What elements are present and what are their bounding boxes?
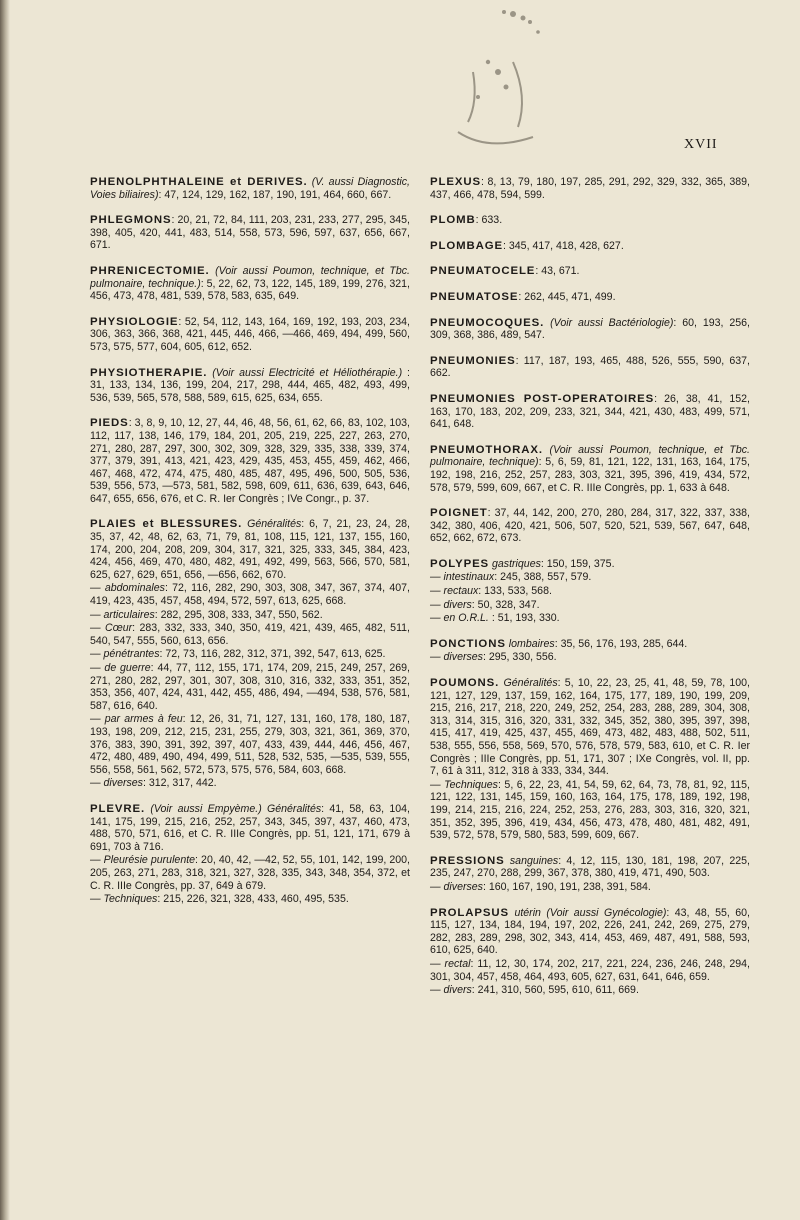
entry-page-refs: : 43, 671. <box>535 265 580 278</box>
entry-headword: PLAIES <box>90 518 137 531</box>
index-subentry <box>90 777 410 790</box>
entry-page-refs: : 20, 40, 42, —42, 52, 55, 101, 142, 199, 200, 205, 263, 271, 283, 318, 321, 327, 328, 335, 343, 348, 354, 372, et C. R. IIIe Congrès, pp. 37, 649 à 679. <box>90 854 410 892</box>
entry-note: — par armes à feu <box>90 713 183 726</box>
index-column-right <box>430 176 750 1010</box>
entry-note: — intestinaux <box>430 571 495 584</box>
entry-page-refs: : 12, 26, 31, 71, 127, 131, 160, 178, 180, 187, 193, 198, 209, 212, 215, 231, 255, 279, 303, 321, 361, 369, 370, 376, 383, 390, 391, 392, 397, 407, 433, 439, 444, 446, 456, 467, 472, 480, 489, 490, 494, 499, 511, 528, 532, 535, —535, 539, 555, 556, 558, 561, 562, 572, 573, 575, 576, 584, 603, 668. <box>90 713 410 776</box>
entry-note: — Pleurésie purulente <box>90 854 196 867</box>
entry-note: — diverses <box>430 651 483 664</box>
entry-page-refs: : 241, 310, 560, 595, 610, 611, 669. <box>471 984 639 997</box>
index-entry <box>430 214 750 227</box>
entry-page-refs: : 8, 13, 79, 180, 197, 285, 291, 292, 329, 332, 365, 389, 437, 466, 478, 594, 599. <box>430 176 750 201</box>
entry-headword: POLYPES <box>430 557 490 570</box>
entry-note: (Voir aussi Empyème.) Généralités <box>145 802 322 815</box>
entry-note: — Techniques <box>430 778 498 791</box>
index-subentry <box>430 779 750 842</box>
index-entry <box>90 176 410 201</box>
entry-page-refs: : 20, 21, 72, 84, 111, 203, 231, 233, 277, 295, 345, 398, 405, 420, 441, 483, 514, 558, 573, 596, 597, 637, 656, 667, 671. <box>90 214 410 252</box>
entry-page-refs: : 245, 388, 557, 579. <box>494 571 592 584</box>
index-subentry <box>90 713 410 776</box>
entry-headword: PHLEGMONS <box>90 214 172 227</box>
index-subentry <box>90 622 410 647</box>
index-entry <box>430 317 750 342</box>
entry-headword: PNEUMATOSE <box>430 290 519 303</box>
index-subentry <box>90 609 410 622</box>
index-entry <box>430 240 750 253</box>
entry-note: Généralités <box>242 518 302 531</box>
page-number: XVII <box>684 137 718 152</box>
index-subentry <box>430 612 750 625</box>
index-entry <box>430 355 750 380</box>
entry-page-refs: : 262, 445, 471, 499. <box>518 290 616 303</box>
entry-note: — articulaires <box>90 608 155 621</box>
entry-headword: PNEUMATOCELE <box>430 265 536 278</box>
entry-headword: PNEUMOTHORAX. <box>430 443 543 456</box>
index-entry <box>430 265 750 278</box>
index-subentry <box>430 958 750 983</box>
index-subentry <box>430 599 750 612</box>
entry-note: — pénétrantes <box>90 648 160 661</box>
entry-page-refs: : 72, 116, 282, 290, 303, 308, 347, 367, 374, 407, 419, 423, 435, 457, 458, 494, 572, 597, 613, 625, 668. <box>90 582 411 608</box>
entry-headword: PHYSIOLOGIE <box>90 315 179 328</box>
entry-note: gastriques <box>489 557 541 570</box>
index-subentry <box>90 662 410 712</box>
entry-headword: PNEUMOCOQUES. <box>430 316 545 329</box>
entry-page-refs: : 117, 187, 193, 465, 488, 526, 555, 590, 637, 662. <box>430 354 750 380</box>
entry-note: — en O.R.L. <box>430 612 489 625</box>
entry-headword: PRESSIONS <box>430 854 505 867</box>
entry-page-refs: : 5, 10, 22, 23, 25, 41, 48, 59, 78, 100, 121, 127, 129, 137, 159, 162, 164, 175, 177, 189, 190, 199, 209, 215, 216, 217, 218, 220, 249, 252, 254, 283, 288, 289, 304, 308, 313, 314, 315, 316, 320, 331, 332, 345, 352, 380, 395, 397, 398, 415, 417, 419, 425, 437, 455, 469, 473, 482, 483, 488, 502, 511, 538, 555, 556, 558, 569, 570, 576, 578, 579, 583, 610, et C. R. Ier Congrès ; IIIe Congrès, pp. 51, 171, 307 ; IXe Congrès, vol. II, pp. 7, 61 à 311, 312, 318 à 333, 334, 344. <box>430 677 750 778</box>
entry-headword: PHRENICECTOMIE. <box>90 264 210 277</box>
index-entry <box>430 444 750 494</box>
entry-page-refs: : 72, 73, 116, 282, 312, 371, 392, 547, 613, 625. <box>159 648 386 661</box>
index-entry <box>430 677 750 778</box>
entry-note: — Techniques <box>90 893 158 906</box>
entry-note: — divers <box>430 598 472 611</box>
entry-headword: PROLAPSUS <box>430 906 509 919</box>
index-entry <box>430 393 750 431</box>
index-entry <box>430 638 750 651</box>
entry-headword: PIEDS <box>90 417 129 430</box>
entry-page-refs: : 160, 167, 190, 191, 238, 391, 584. <box>482 880 651 893</box>
index-subentry <box>430 984 750 997</box>
entry-page-refs: : 133, 533, 568. <box>478 585 552 598</box>
entry-page-refs: : 345, 417, 418, 428, 627. <box>503 239 624 252</box>
entry-note: sanguines <box>504 854 559 867</box>
entry-page-refs: : 11, 12, 30, 174, 202, 217, 221, 224, 236, 246, 248, 294, 301, 304, 457, 458, 464, 493, 605, 627, 631, 641, 646, 659. <box>430 957 750 983</box>
entry-note: (V. aussi Diagnostic, Voies biliaires) <box>90 176 410 201</box>
entry-note: utérin (Voir aussi Gynécologie) <box>509 906 667 919</box>
entry-page-refs: : 215, 226, 321, 328, 433, 460, 495, 535. <box>157 893 349 906</box>
entry-page-refs: : 282, 295, 308, 333, 347, 550, 562. <box>154 608 323 621</box>
entry-note: (Voir aussi Poumon, technique, et Tbc. pulmonaire, technique) <box>430 443 750 469</box>
entry-page-refs: : 26, 38, 41, 152, 163, 170, 183, 202, 209, 233, 321, 344, 421, 430, 483, 499, 571, 641, 648. <box>430 392 750 431</box>
index-subentry <box>430 571 750 584</box>
index-entry <box>90 316 410 354</box>
entry-headword: POUMONS. <box>430 677 500 690</box>
entry-page-refs: : 4, 12, 115, 130, 181, 198, 207, 225, 235, 247, 270, 288, 299, 367, 378, 380, 419, 471, 490, 503. <box>430 854 750 880</box>
index-subentry <box>90 893 410 906</box>
entry-note: — rectaux <box>430 585 479 598</box>
entry-page-refs: : 633. <box>475 214 503 227</box>
entry-page-refs: : 6, 7, 21, 23, 24, 28, 35, 37, 42, 48, 62, 63, 71, 79, 81, 108, 115, 121, 137, 155, 160, 174, 200, 204, 208, 209, 304, 317, 321, 325, 333, 345, 384, 423, 424, 456, 469, 470, 480, 482, 491, 492, 499, 563, 566, 570, 581, 625, 627, 629, 651, 656, —656, 662, 670. <box>90 518 410 581</box>
index-entry <box>90 518 410 581</box>
entry-note: — de guerre <box>90 662 151 674</box>
entry-headword-tail: et BLESSURES. <box>136 518 243 531</box>
entry-note: — rectal <box>430 957 471 970</box>
entry-headword: PLOMBAGE <box>430 239 504 252</box>
entry-note: — abdominales <box>90 582 165 595</box>
index-entry <box>90 367 410 405</box>
entry-headword: POIGNET <box>430 507 488 520</box>
index-column-left <box>90 176 410 919</box>
entry-page-refs: : 37, 44, 142, 200, 270, 280, 284, 317, 322, 337, 338, 342, 380, 406, 420, 421, 506, 507, 520, 521, 539, 567, 647, 648, 652, 662, 672, 673. <box>430 507 750 545</box>
index-entry <box>90 803 410 853</box>
entry-page-refs: : 43, 48, 55, 60, 115, 127, 134, 184, 194, 197, 202, 226, 241, 242, 269, 275, 279, 282, 283, 289, 298, 302, 343, 414, 453, 469, 487, 491, 588, 593, 610, 625, 640. <box>430 906 750 957</box>
entry-page-refs: : 295, 330, 556. <box>482 651 557 664</box>
index-subentry <box>430 651 750 664</box>
entry-headword: PHYSIOTHERAPIE. <box>90 366 208 379</box>
index-entry <box>430 855 750 880</box>
index-subentry <box>90 582 410 607</box>
entry-headword: PNEUMONIES POST-OPERATOIRES <box>430 392 655 405</box>
entry-headword: PLOMB <box>430 214 476 227</box>
index-subentry <box>430 881 750 894</box>
index-entry <box>90 265 410 303</box>
entry-page-refs: : 47, 124, 129, 162, 187, 190, 191, 464, 660, 667. <box>158 188 392 201</box>
entry-page-refs: : 44, 77, 112, 155, 171, 174, 209, 215, 249, 257, 269, 271, 280, 282, 297, 301, 307, 308, 310, 316, 332, 333, 351, 352, 353, 356, 407, 424, 431, 442, 455, 486, 494, —494, 538, 576, 581, 587, 616, 640. <box>90 662 410 712</box>
entry-page-refs: : 5, 6, 22, 23, 41, 54, 59, 62, 64, 73, 78, 81, 92, 115, 121, 122, 131, 145, 159, 160, 163, 164, 175, 178, 189, 192, 198, 199, 214, 215, 216, 224, 252, 253, 276, 283, 303, 316, 320, 321, 351, 352, 395, 396, 419, 434, 456, 473, 478, 480, 481, 482, 491, 539, 572, 578, 579, 580, 583, 599, 609, 667. <box>430 778 750 842</box>
index-entry <box>90 417 410 505</box>
index-entry <box>430 907 750 957</box>
entry-page-refs: : 5, 22, 62, 73, 122, 145, 189, 199, 276, 321, 456, 473, 478, 481, 539, 578, 583, 635, 649. <box>90 277 410 303</box>
index-entry <box>90 214 410 252</box>
entry-note: Généralités <box>499 677 558 690</box>
entry-headword-tail: et DERIVES. <box>224 176 308 188</box>
entry-headword: PNEUMONIES <box>430 354 516 367</box>
entry-note: — Cœur <box>90 622 133 635</box>
entry-note: (Voir aussi Poumon, technique, et Tbc. pulmonaire, technique.) <box>90 264 410 290</box>
entry-note: — divers <box>430 984 472 997</box>
entry-headword: PONCTIONS <box>430 637 506 650</box>
entry-note: — diverses <box>90 777 143 790</box>
entry-page-refs: : 51, 193, 330. <box>488 612 560 625</box>
index-subentry <box>90 854 410 892</box>
library-stamp-mark <box>418 2 568 152</box>
index-entry <box>430 176 750 201</box>
entry-headword: PLEVRE. <box>90 802 146 815</box>
entry-page-refs: : 60, 193, 256, 309, 368, 386, 489, 547. <box>430 316 750 342</box>
entry-headword: PLEXUS <box>430 176 481 188</box>
entry-page-refs: : 35, 56, 176, 193, 285, 644. <box>554 637 688 650</box>
index-subentry <box>430 585 750 598</box>
index-entry <box>430 558 750 571</box>
index-subentry <box>90 648 410 661</box>
entry-note: lombaires <box>505 637 555 650</box>
entry-note: — diverses <box>430 880 483 893</box>
entry-page-refs: : 3, 8, 9, 10, 12, 27, 44, 46, 48, 56, 61, 62, 66, 83, 102, 103, 112, 117, 138, 146, 179, 184, 201, 205, 219, 225, 227, 263, 270, 271, 280, 287, 297, 300, 302, 309, 328, 329, 335, 338, 339, 374, 377, 379, 391, 413, 421, 423, 429, 435, 453, 455, 459, 462, 466, 467, 468, 472, 474, 475, 480, 485, 487, 495, 496, 500, 505, 536, 539, 556, 573, —573, 581, 582, 598, 609, 611, 636, 639, 643, 646, 647, 655, 656, 676, et C. R. Ier Congrès ; IVe Congr., p. 37. <box>90 417 410 505</box>
entry-note: (Voir aussi Bactériologie) <box>544 316 674 329</box>
entry-page-refs: : 150, 159, 375. <box>540 557 615 570</box>
index-entry <box>430 507 750 545</box>
entry-page-refs: : 283, 332, 333, 340, 350, 419, 421, 439, 465, 482, 511, 540, 547, 555, 560, 613, 656. <box>90 622 411 647</box>
entry-page-refs: : 31, 133, 134, 136, 199, 204, 217, 298, 444, 465, 482, 493, 499, 536, 539, 565, 578, 588, 589, 615, 625, 634, 655. <box>90 366 410 404</box>
index-entry <box>430 291 750 304</box>
entry-headword: PHENOLPHTHALEINE <box>90 176 225 188</box>
entry-page-refs: : 41, 58, 63, 104, 141, 175, 199, 215, 216, 252, 257, 343, 345, 397, 437, 460, 473, 488, 570, 571, 616, et C. R. IIIe Congrès, pp. 51, 121, 171, 679 à 691, 703 à 716. <box>90 802 410 853</box>
entry-page-refs: : 5, 6, 59, 81, 121, 122, 131, 163, 164, 175, 192, 198, 216, 252, 257, 283, 303, 321, 395, 396, 419, 434, 572, 578, 579, 599, 609, 667, et C. R. IIIe Congrès, pp. 1, 633 à 648. <box>430 456 750 494</box>
entry-page-refs: : 50, 328, 347. <box>471 598 540 611</box>
page-edge-shadow <box>0 0 10 1220</box>
entry-note: (Voir aussi Electricité et Héliothérapie.) <box>207 366 403 379</box>
entry-page-refs: : 312, 317, 442. <box>142 777 217 790</box>
entry-page-refs: : 52, 54, 112, 143, 164, 169, 192, 193, 203, 234, 306, 363, 366, 368, 421, 445, 446, 466, —466, 469, 494, 499, 560, 573, 575, 577, 604, 605, 612, 652. <box>90 315 410 353</box>
